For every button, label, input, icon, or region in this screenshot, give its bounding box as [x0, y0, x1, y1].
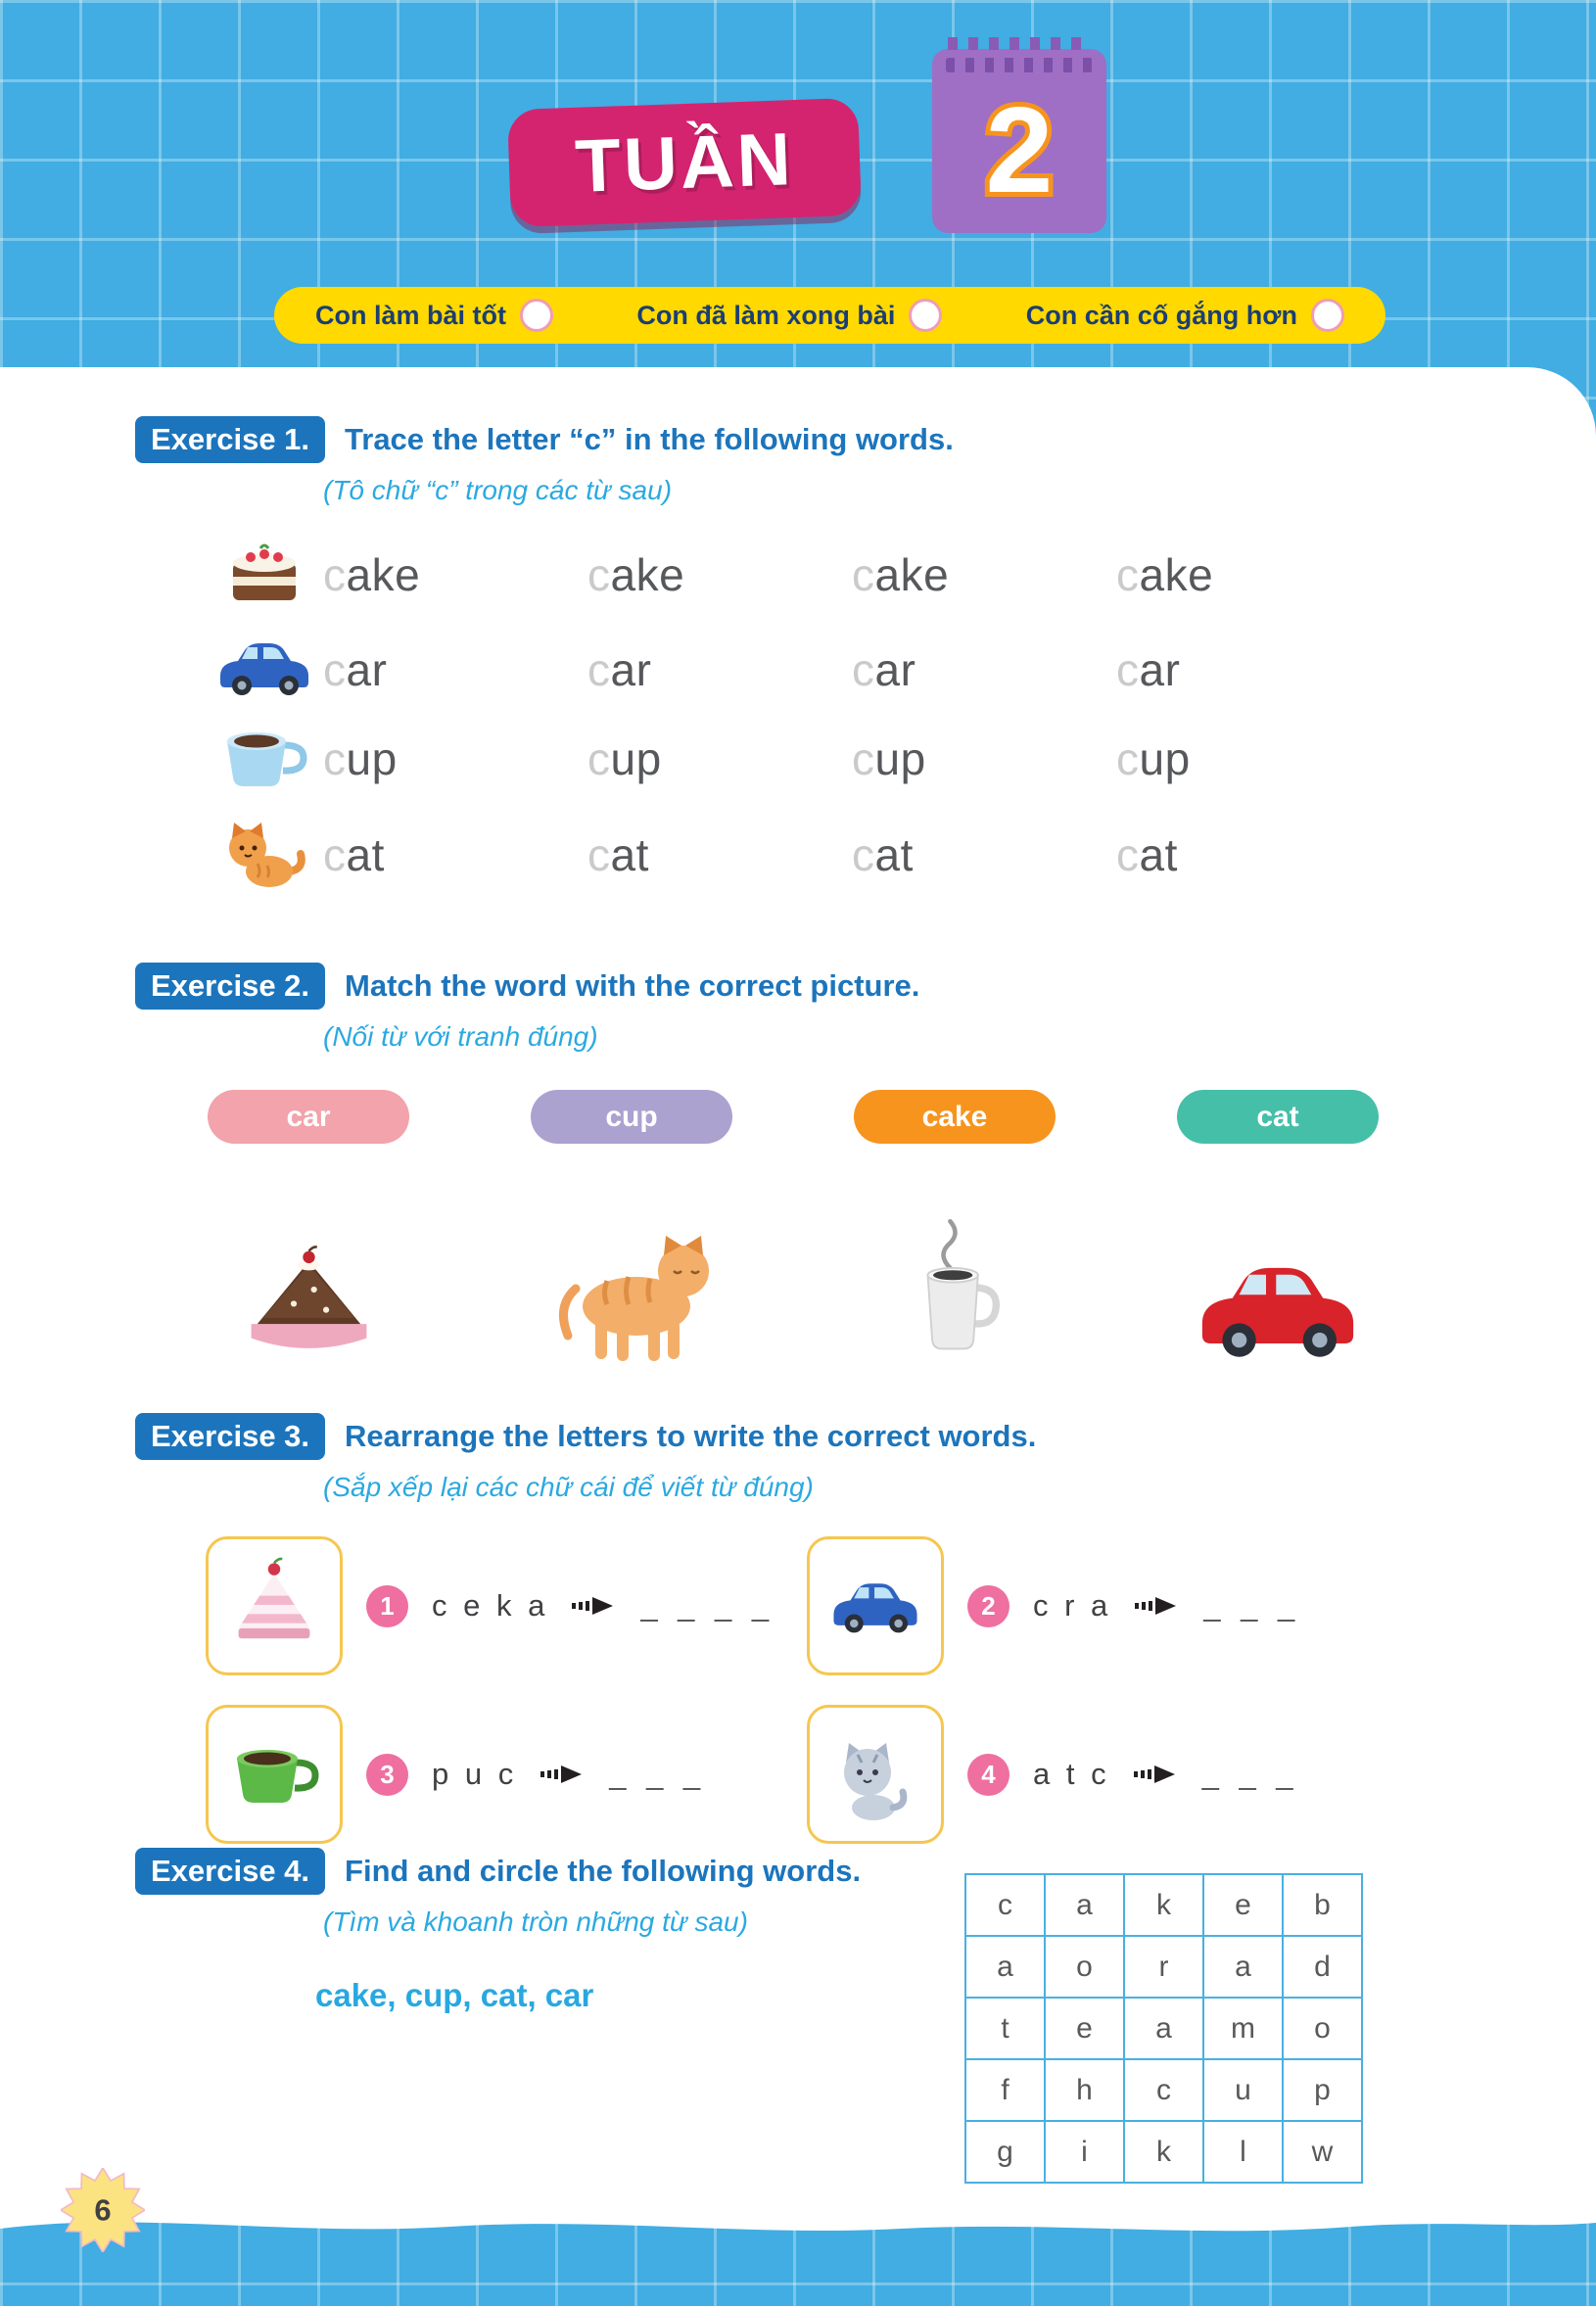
letter-cell[interactable]: g	[965, 2121, 1045, 2183]
trace-letter: c	[587, 829, 611, 880]
rearrange-item-1	[206, 1536, 807, 1675]
week-title-badge	[507, 98, 862, 227]
trace-letter: c	[323, 829, 347, 880]
banner-radio[interactable]	[1311, 299, 1344, 332]
trace-word-cup[interactable]	[587, 732, 662, 785]
banner-label: Con cần cố gắng hơn	[1025, 300, 1297, 330]
trace-word-cup[interactable]	[852, 732, 926, 785]
page-number-star	[61, 2168, 145, 2257]
trace-letter: c	[323, 643, 347, 695]
exercise-1-header	[135, 416, 1596, 463]
letter-cell[interactable]: w	[1283, 2121, 1362, 2183]
cat-icon	[218, 811, 311, 899]
scrambled-letters: a t c	[1033, 1757, 1110, 1791]
letter-cell[interactable]: d	[1283, 1936, 1362, 1998]
letter-cell[interactable]: c	[1124, 2059, 1203, 2121]
trace-letter: c	[1116, 732, 1140, 784]
rearrange-item-2	[807, 1536, 1408, 1675]
trace-table	[206, 530, 1596, 899]
exercise-1-label: Exercise 1.	[135, 416, 325, 463]
letter-cell[interactable]: e	[1045, 1998, 1124, 2059]
trace-letter: c	[852, 732, 875, 784]
exercise-2-label: Exercise 2.	[135, 963, 325, 1010]
item-number-badge: 2	[967, 1585, 1009, 1627]
car-icon	[824, 1573, 926, 1639]
exercise-1	[0, 416, 1596, 899]
page-number: 6	[94, 2192, 112, 2228]
item-number-badge: 3	[366, 1754, 408, 1796]
exercise-2-subtitle: (Nối từ với tranh đúng)	[323, 1021, 598, 1052]
word-rest: ake	[874, 548, 950, 600]
banner-label: Con đã làm xong bài	[636, 300, 896, 330]
cup-card	[206, 1705, 343, 1844]
letter-cell[interactable]: a	[965, 1936, 1045, 1998]
cake-slice-card	[206, 1536, 343, 1675]
letter-cell[interactable]: f	[965, 2059, 1045, 2121]
arrow-icon	[1134, 1764, 1179, 1785]
content-panel	[0, 367, 1596, 2203]
cake-slice-icon	[223, 1555, 325, 1657]
trace-letter: c	[852, 548, 875, 600]
exercise-4	[0, 1848, 1596, 2210]
word-pill-cup[interactable]: cup	[531, 1090, 732, 1144]
exercise-3-title: Rearrange the letters to write the correct words.	[345, 1419, 1037, 1453]
trace-word-cat[interactable]	[587, 828, 649, 881]
letter-cell[interactable]: p	[1283, 2059, 1362, 2121]
cake-icon	[215, 530, 313, 619]
trace-word-cake[interactable]	[852, 548, 949, 601]
word-rest: ar	[610, 643, 652, 695]
exercise-1-title: Trace the letter “c” in the following words.	[345, 422, 954, 456]
banner-radio[interactable]	[909, 299, 942, 332]
answer-blanks[interactable]: _ _ _ _	[640, 1588, 772, 1623]
arrow-icon	[1135, 1595, 1180, 1617]
exercise-2-title: Match the word with the correct picture.	[345, 968, 920, 1003]
word-rest: up	[346, 732, 398, 784]
exercise-2-header	[135, 963, 1596, 1010]
trace-word-car[interactable]	[323, 643, 387, 696]
exercise-4-label: Exercise 4.	[135, 1848, 325, 1895]
arrow-icon	[540, 1764, 586, 1785]
item-number-badge: 1	[366, 1585, 408, 1627]
trace-letter: c	[323, 732, 347, 784]
word-rest: ar	[346, 643, 388, 695]
trace-letter: c	[587, 643, 611, 695]
trace-word-cup[interactable]	[323, 732, 398, 785]
word-rest: up	[1139, 732, 1191, 784]
trace-letter: c	[1116, 829, 1140, 880]
trace-word-car[interactable]	[1116, 643, 1180, 696]
cup-icon	[225, 1733, 323, 1815]
search-word-list: cake, cup, cat, car	[315, 1977, 594, 2013]
trace-word-cat[interactable]	[323, 828, 385, 881]
word-rest: ar	[1139, 643, 1181, 695]
letter-cell[interactable]: l	[1203, 2121, 1283, 2183]
cup-icon	[215, 720, 313, 797]
cat-image[interactable]	[539, 1220, 725, 1372]
mug-image[interactable]	[901, 1210, 1009, 1372]
week-title-label: TUẦN	[574, 117, 795, 209]
car-icon	[211, 633, 318, 706]
car-card	[807, 1536, 944, 1675]
scrambled-letters: p u c	[432, 1757, 518, 1791]
letter-cell[interactable]: a	[1124, 1998, 1203, 2059]
exercise-1-subtitle: (Tô chữ “c” trong các từ sau)	[323, 475, 673, 505]
week-number-figure	[936, 72, 1103, 219]
trace-word-car[interactable]	[587, 643, 651, 696]
letter-cell[interactable]: r	[1124, 1936, 1203, 1998]
exercise-3-subtitle: (Sắp xếp lại các chữ cái để viết từ đúng)	[323, 1472, 814, 1502]
exercise-4-title: Find and circle the following words.	[345, 1854, 862, 1888]
trace-letter: c	[852, 643, 875, 695]
letter-cell[interactable]: e	[1203, 1874, 1283, 1936]
word-rest: at	[610, 829, 649, 880]
kitten-card	[807, 1705, 944, 1844]
answer-blanks[interactable]: _ _ _	[1203, 1588, 1297, 1623]
answer-blanks[interactable]: _ _ _	[609, 1757, 703, 1791]
trace-word-cake[interactable]	[323, 548, 420, 601]
word-rest: ake	[346, 548, 421, 600]
banner-item-done	[636, 299, 942, 332]
letter-cell[interactable]: h	[1045, 2059, 1124, 2121]
letter-cell[interactable]: o	[1045, 1936, 1124, 1998]
trace-letter: c	[1116, 643, 1140, 695]
letter-cell[interactable]: b	[1283, 1874, 1362, 1936]
banner-label: Con làm bài tốt	[315, 300, 506, 330]
trace-letter: c	[323, 548, 347, 600]
word-rest: up	[610, 732, 662, 784]
progress-banner	[274, 287, 1385, 344]
trace-word-cake[interactable]	[587, 548, 684, 601]
week-number-calendar	[932, 49, 1106, 233]
kitten-icon	[826, 1725, 924, 1823]
rearrange-item-3	[206, 1705, 807, 1844]
word-rest: ake	[1139, 548, 1214, 600]
rearrange-item-4	[807, 1705, 1408, 1844]
trace-word-cat[interactable]	[1116, 828, 1178, 881]
trace-letter: c	[1116, 548, 1140, 600]
word-pill-car[interactable]: car	[208, 1090, 409, 1144]
word-rest: ar	[874, 643, 916, 695]
calendar-holes-icon	[946, 58, 1093, 72]
letter-cell[interactable]: o	[1283, 1998, 1362, 2059]
calendar-binding-icon	[948, 37, 1091, 50]
trace-letter: c	[587, 732, 611, 784]
word-rest: at	[874, 829, 914, 880]
word-pill-cat[interactable]: cat	[1177, 1090, 1379, 1144]
exercise-4-header	[135, 1848, 1596, 1895]
exercise-4-subtitle: (Tìm và khoanh tròn những từ sau)	[323, 1906, 748, 1937]
banner-radio[interactable]	[520, 299, 553, 332]
footer-wave	[0, 2203, 1596, 2247]
letter-cell[interactable]: a	[1045, 1874, 1124, 1936]
trace-letter: c	[852, 829, 875, 880]
banner-item-good	[315, 299, 553, 332]
letter-cell[interactable]: k	[1124, 1874, 1203, 1936]
letter-cell[interactable]: a	[1203, 1936, 1283, 1998]
answer-blanks[interactable]: _ _ _	[1201, 1757, 1295, 1791]
banner-item-try-harder	[1026, 299, 1344, 332]
word-rest: at	[1139, 829, 1178, 880]
letter-cell[interactable]: m	[1203, 1998, 1283, 2059]
trace-word-cake[interactable]	[1116, 548, 1213, 601]
letter-cell[interactable]: t	[965, 1998, 1045, 2059]
car-image[interactable]	[1185, 1249, 1371, 1372]
word-rest: up	[874, 732, 926, 784]
word-rest: ake	[610, 548, 685, 600]
trace-word-car[interactable]	[852, 643, 915, 696]
exercise-3-label: Exercise 3.	[135, 1413, 325, 1460]
word-pills	[147, 1090, 1596, 1144]
letter-cell[interactable]: u	[1203, 2059, 1283, 2121]
arrow-icon	[572, 1595, 617, 1617]
scrambled-letters: c e k a	[432, 1588, 549, 1623]
exercise-3	[0, 1413, 1596, 1844]
word-rest: at	[346, 829, 385, 880]
exercise-2	[0, 963, 1596, 1372]
week-number: 2	[985, 83, 1054, 218]
scrambled-letters: c r a	[1033, 1588, 1112, 1623]
trace-word-cup[interactable]	[1116, 732, 1191, 785]
trace-word-cat[interactable]	[852, 828, 914, 881]
cake-slice-image[interactable]	[233, 1245, 385, 1372]
letter-cell[interactable]: i	[1045, 2121, 1124, 2183]
trace-letter: c	[587, 548, 611, 600]
word-pill-cake[interactable]: cake	[854, 1090, 1056, 1144]
match-pictures	[147, 1191, 1596, 1372]
word-search-grid	[964, 1873, 1363, 2184]
exercise-3-header	[135, 1413, 1596, 1460]
letter-cell[interactable]: k	[1124, 2121, 1203, 2183]
item-number-badge: 4	[967, 1754, 1009, 1796]
letter-cell[interactable]: c	[965, 1874, 1045, 1936]
rearrange-items	[206, 1536, 1596, 1844]
